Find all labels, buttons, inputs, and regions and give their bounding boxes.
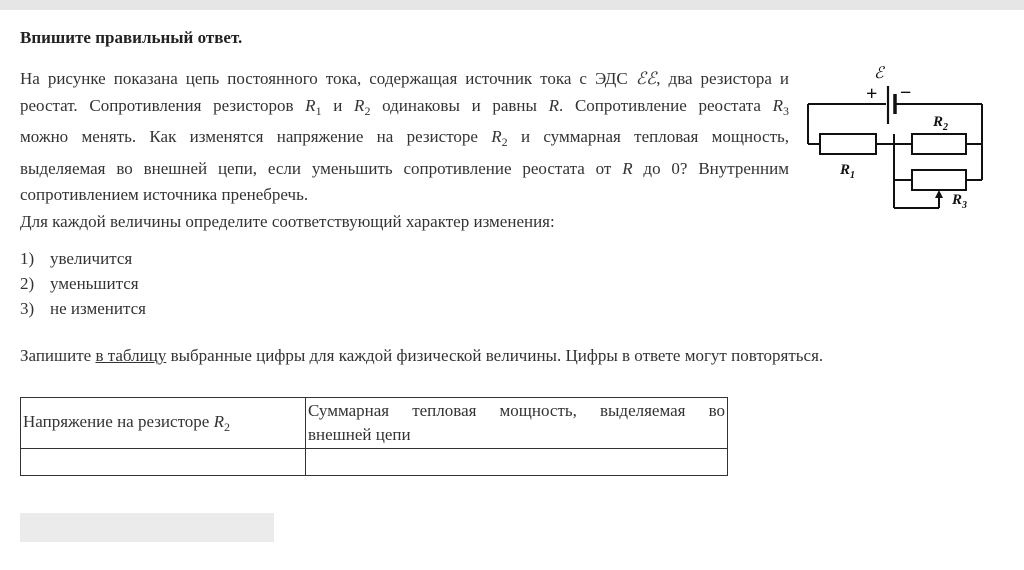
instruction-heading: Впишите правильный ответ. xyxy=(20,28,243,47)
answer-input-voltage[interactable] xyxy=(23,449,307,475)
resistor-r1 xyxy=(820,134,876,154)
problem-line-2: реостат. Сопротивления резисторов $R_1$ и $R_2$ одинаковы и равны R. Сопротивление реостата $R_3$ xyxy=(20,95,789,118)
emf-symbol: ℰℰ xyxy=(635,69,657,88)
answer-table xyxy=(20,397,728,476)
answer-cell-voltage[interactable] xyxy=(21,449,306,476)
r2-label: $R_2$ xyxy=(933,114,949,133)
emf-label: ℰ xyxy=(874,65,884,82)
plus-label: + xyxy=(866,83,878,105)
minus-label: − xyxy=(900,82,912,104)
problem-text xyxy=(20,66,789,235)
table-link[interactable]: в таблицу xyxy=(95,346,167,365)
header-thermal-power: Суммарная тепловая мощность, выделяемая во внешней цепи xyxy=(306,398,728,449)
option-item: 1) увеличится xyxy=(20,249,133,268)
option-item: 2) уменьшится xyxy=(20,274,139,293)
answer-input-power[interactable] xyxy=(308,449,729,475)
answer-cell-power[interactable] xyxy=(306,449,728,476)
header-voltage-r2: Напряжение на резисторе $R_2$ xyxy=(21,398,306,449)
options-list xyxy=(20,246,146,321)
problem-line-6: Для каждой величины определите соответствующий характер изменения: xyxy=(20,211,555,231)
resistor-r2 xyxy=(912,134,966,154)
submit-button[interactable] xyxy=(20,513,274,542)
r3-label: $R_3$ xyxy=(952,192,968,211)
problem-line-5: сопротивлением источника пренебречь. xyxy=(20,185,309,204)
r1-label: $R_1$ xyxy=(840,162,856,181)
top-bar xyxy=(0,0,1024,10)
write-note: Запишите в таблицу выбранные цифры для каждой физической величины. Цифры в ответе могут повторяться. xyxy=(20,346,824,365)
option-item: 3) не изменится xyxy=(20,299,146,318)
rheostat-r3 xyxy=(912,170,966,190)
problem-line-1: На рисунке показана цепь постоянного тока, содержащая источник тока с ЭДС ℰℰ, два резистора и xyxy=(20,69,789,88)
circuit-diagram xyxy=(800,62,990,214)
slider-arrow-icon xyxy=(935,190,943,198)
problem-line-4: выделяемая во внешней цепи, если уменьшить сопротивление реостата от R до 0? Внутренним xyxy=(20,158,789,178)
problem-line-3: можно менять. Как изменятся напряжение на резисторе $R_2$ и суммарная тепловая мощность, xyxy=(20,127,790,149)
